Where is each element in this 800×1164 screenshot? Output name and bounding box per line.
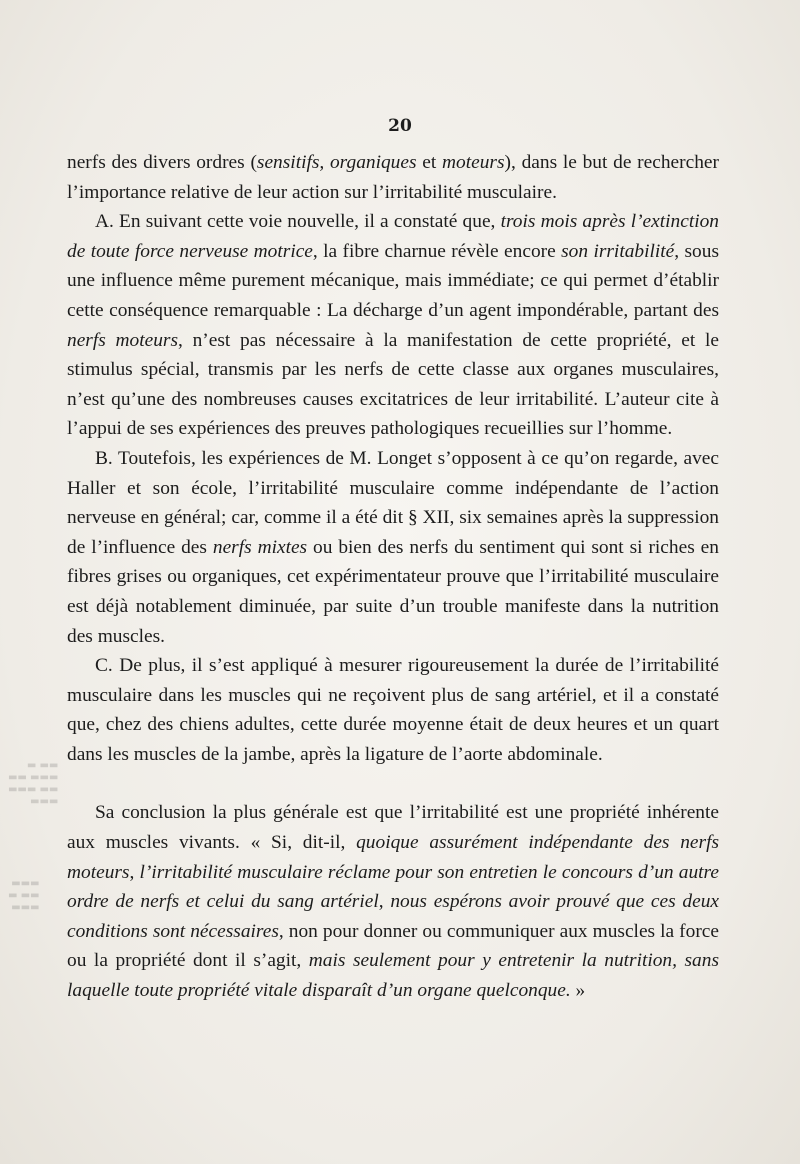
- bleed-through-text: ▬▬ ▬ ▬▬▬ ▬▬ ▬▬ ▬▬▬ ▬▬▬: [8, 760, 59, 807]
- paragraph-b: B. Toutefois, les expériences de M. Longet s’opposent à ce qu’on regarde, avec Haller et son école, l’irritabilité musculaire comme indépendante de l’action nerveuse en général; car, comme il a été dit § XII, six semaines après la suppression de l’influence des nerfs mixtes ou bien des nerfs du sentiment qui sont si riches en fibres grises ou organiques, cet expérimentateur prouve que l’irritabilité musculaire est déjà notablement diminuée, par suite d’un trouble manifeste dans la nutrition des muscles.: [67, 447, 719, 647]
- paragraph-label: B.: [95, 447, 113, 469]
- bleed-through-text: ▬▬▬ ▬▬ ▬ ▬▬▬: [8, 878, 40, 913]
- paragraph-continuation: nerfs des divers ordres (sensitifs, organiques et moteurs), dans le but de rechercher l’importance relative de leur action sur l’irritabilité musculaire.: [67, 152, 719, 203]
- body-text: [67, 148, 719, 1006]
- paragraph-c: C. De plus, il s’est appliqué à mesurer rigoureusement la durée de l’irritabilité musculaire dans les muscles qui ne reçoivent plus de sang artériel, et il a constaté que, chez des chiens adultes, cette durée moyenne était de deux heures et un quart dans les muscles de la jambe, après la ligature de l’aorte abdominale.: [67, 655, 719, 765]
- paragraph-label: C.: [95, 655, 113, 677]
- page-number: 20: [388, 116, 412, 136]
- paragraph-a: A. En suivant cette voie nouvelle, il a constaté que, trois mois après l’extinction de toute force nerveuse motrice, la fibre charnue révèle encore son irritabilité, sous une influence même purement mécanique, mais immédiate; ce qui permet d’établir cette conséquence remarquable : La décharge d’un agent impondérable, partant des nerfs moteurs, n’est pas nécessaire à la manifestation de cette propriété, et le stimulus spécial, transmis par les nerfs de cette classe aux organes musculaires, n’est qu’une des nombreuses causes excitatrices de leur irritabilité. L’auteur cite à l’appui de ses expériences des preuves pathologiques recueillies sur l’homme.: [67, 211, 720, 440]
- paragraph-label: A.: [95, 211, 114, 233]
- paragraph-conclusion: Sa conclusion la plus générale est que l’irritabilité est une propriété inhérente aux muscles vivants. « Si, dit-il, quoique assurément indépendante des nerfs moteurs, l’irritabilité musculaire réclame pour son entretien le concours d’un autre ordre de nerfs et celui du sang artériel, nous espérons avoir prouvé que ces deux conditions sont nécessaires, non pour donner ou communiquer aux muscles la force ou la propriété dont il s’agit, mais seulement pour y entretenir la nutrition, sans laquelle toute propriété vitale disparaît d’un organe quelconque. »: [67, 802, 720, 1002]
